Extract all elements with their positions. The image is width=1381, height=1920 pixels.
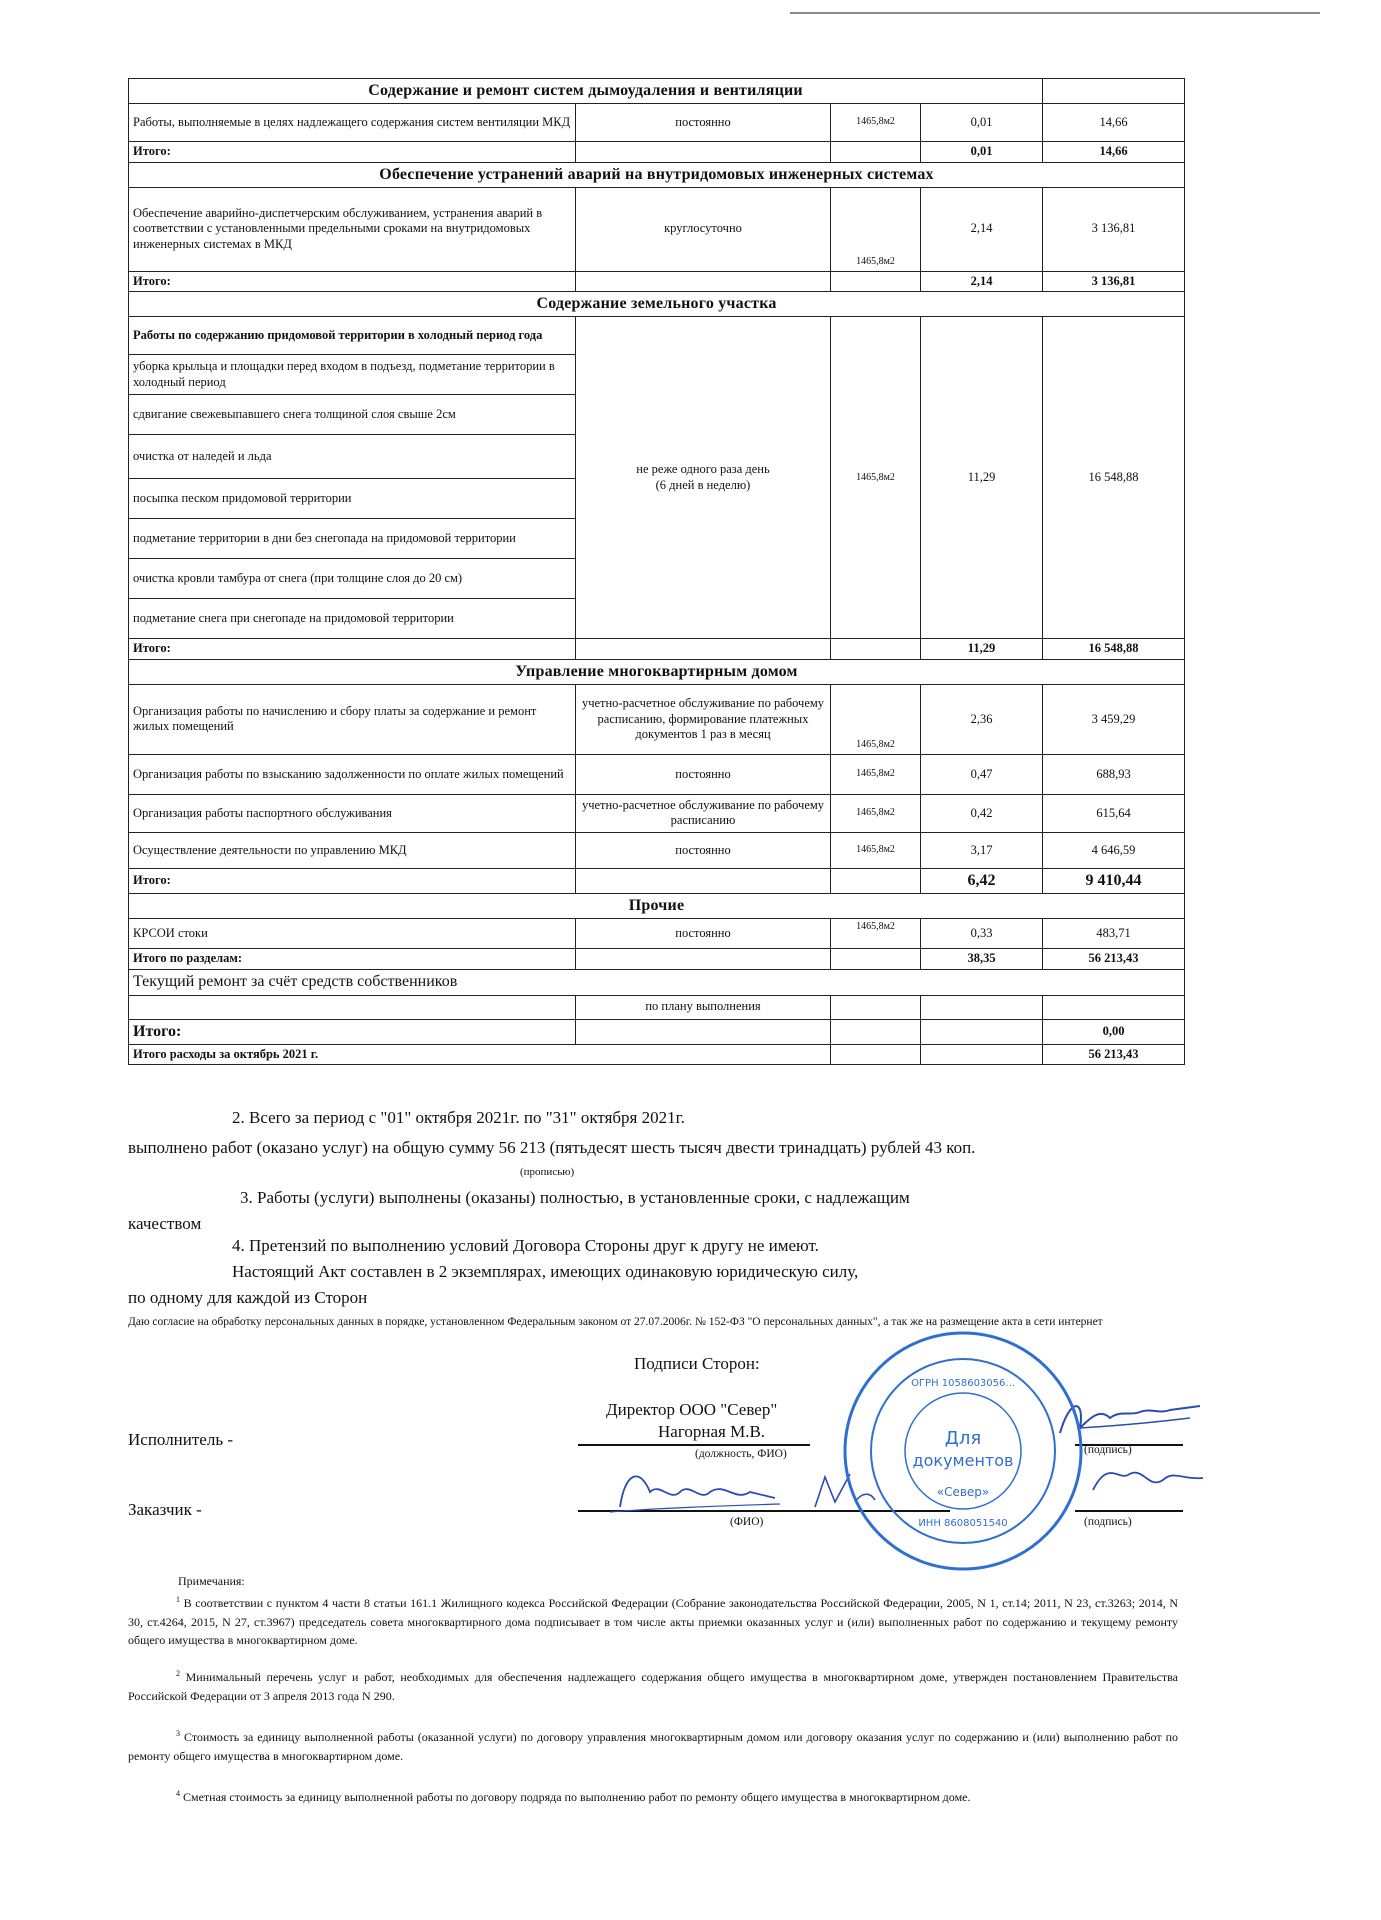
total-label: Итого по разделам: (129, 948, 576, 969)
land-item: подметание территории в дни без снегопада на придомовой территории (129, 519, 576, 559)
note-4 (128, 1788, 1178, 1807)
paragraph-3-continued: качеством (128, 1214, 202, 1233)
land-frequency-line2: (6 дней в неделю) (655, 477, 751, 492)
work-name: Организация работы по начислению и сбору платы за содержание и ремонт жилых помещений (129, 684, 576, 754)
total-rate: 38,35 (921, 948, 1043, 969)
notes-heading: Примечания: (178, 1574, 245, 1588)
table-row (129, 104, 1185, 142)
land-item: посыпка песком придомовой территории (129, 479, 576, 519)
work-sum: 4 646,59 (1043, 832, 1185, 868)
land-item: очистка кровли тамбура от снега (при толщине слоя до 20 см) (129, 559, 576, 599)
land-area: 1465,8м2 (831, 317, 921, 639)
work-frequency: круглосуточно (576, 187, 831, 271)
total-sum: 14,66 (1043, 142, 1185, 163)
total-sum: 16 548,88 (1043, 639, 1185, 660)
executor-signature-caption: (подпись) (1084, 1444, 1132, 1456)
total-label: Итого: (129, 142, 576, 163)
grand-total-row (129, 1044, 1185, 1065)
top-border-line (790, 12, 1320, 14)
executor-position: Директор ООО "Север" (606, 1400, 778, 1419)
total-sum: 0,00 (1043, 1019, 1185, 1044)
executor-name: Нагорная М.В. (658, 1422, 766, 1441)
total-rate: 0,01 (921, 142, 1043, 163)
table-row (129, 754, 1185, 794)
work-rate: 0,01 (921, 104, 1043, 142)
work-area: 1465,8м2 (831, 684, 921, 754)
note-1-text: В соответствии с пунктом 4 части 8 статьи 161.1 Жилищного кодекса Российской Федерации (Собрание законодательства Российской Федерации, 2005, N 1, ст.14; 2011, N 23, ст.3263; 2014, N 30, ст.4264, 2015, N 27, ст.3967) председатель совета многоквартирного дома подписывает в том числе акты приемки оказанных услуг и (или) выполненных работ по содержанию и текущему ремонту общего имущества в многоквартирном доме. (128, 1596, 1179, 1648)
land-frequency-line1: не реже одного раза день (636, 462, 770, 477)
section-title: Содержание и ремонт систем дымоудаления и вентиляции (129, 79, 1043, 104)
land-item: уборка крыльца и площадки перед входом в подъезд, подметание территории в холодный период (129, 355, 576, 395)
land-sum: 16 548,88 (1043, 317, 1185, 639)
work-rate: 3,17 (921, 832, 1043, 868)
position-fio-caption: (должность, ФИО) (695, 1448, 787, 1460)
land-item: очистка от наледей и льда (129, 435, 576, 479)
table-row (129, 832, 1185, 868)
work-name: Работы, выполняемые в целях надлежащего содержания систем вентиляции МКД (129, 104, 576, 142)
total-row (129, 142, 1185, 163)
work-sum: 14,66 (1043, 104, 1185, 142)
work-sum: 483,71 (1043, 918, 1185, 948)
total-row (129, 868, 1185, 893)
total-sum: 9 410,44 (1043, 868, 1185, 893)
section-header-land (129, 292, 1185, 317)
propisyu-caption: (прописью) (520, 1166, 575, 1178)
land-item: сдвигание свежевыпавшего снега толщиной слоя свыше 2см (129, 395, 576, 435)
note-2-mark: 2 (176, 1669, 180, 1678)
work-area: 1465,8м2 (831, 104, 921, 142)
executor-name-line (578, 1444, 810, 1446)
total-label: Итого: (129, 868, 576, 893)
paragraph-5: Настоящий Акт составлен в 2 экземплярах, имеющих одинаковую юридическую силу, (232, 1262, 859, 1281)
customer-signature-caption: (подпись) (1084, 1516, 1132, 1528)
table-row (129, 794, 1185, 832)
personal-data-consent: Даю согласие на обработку персональных данных в порядке, установленном Федеральным законом от 27.07.2006г. № 152-ФЗ "О персональных данных", а так же на размещение акта в сети интернет (128, 1316, 1103, 1328)
section-title: Прочие (129, 893, 1185, 918)
section-header-ventilation (129, 79, 1185, 104)
note-4-mark: 4 (176, 1789, 180, 1798)
customer-handwritten-signature (1088, 1450, 1208, 1510)
note-3 (128, 1728, 1178, 1765)
note-1 (128, 1594, 1178, 1650)
total-row (129, 271, 1185, 292)
note-3-text: Стоимость за единицу выполненной работы (оказанной услуги) по договору управления многоквартирным домом или договору оказания услуг по содержанию и (или) выполнению работ по ремонту общего имущества в многоквартирном доме. (128, 1730, 1179, 1763)
work-sum: 3 136,81 (1043, 187, 1185, 271)
svg-text:документов: документов (912, 1451, 1014, 1470)
paragraph-5-continued: по одному для каждой из Сторон (128, 1288, 368, 1307)
table-row (129, 684, 1185, 754)
total-rate: 2,14 (921, 271, 1043, 292)
work-frequency: постоянно (576, 104, 831, 142)
work-frequency: постоянно (576, 832, 831, 868)
paragraph-2-continued: выполнено работ (оказано услуг) на общую сумму 56 213 (пятьдесят шесть тысяч двести тринадцать) рублей 43 коп. (128, 1138, 976, 1157)
svg-text:ИНН 8608051540: ИНН 8608051540 (918, 1518, 1008, 1529)
work-frequency: учетно-расчетное обслуживание по рабочему расписанию, формирование платежных документов 1 раз в месяц (576, 684, 831, 754)
table-row (129, 187, 1185, 271)
work-rate: 0,33 (921, 918, 1043, 948)
customer-label: Заказчик - (128, 1500, 202, 1519)
paragraph-3: 3. Работы (услуги) выполнены (оказаны) полностью, в установленные сроки, с надлежащим (240, 1188, 910, 1207)
work-name: Осуществление деятельности по управлению МКД (129, 832, 576, 868)
work-rate: 2,36 (921, 684, 1043, 754)
work-frequency: постоянно (576, 754, 831, 794)
note-4-text: Сметная стоимость за единицу выполненной работы по договору подряда по выполнению работ по ремонту общего имущества в многоквартирном доме. (183, 1790, 971, 1804)
note-3-mark: 3 (176, 1729, 180, 1738)
work-frequency: по плану выполнения (576, 995, 831, 1019)
total-sum: 56 213,43 (1043, 1044, 1185, 1065)
table-row (129, 995, 1185, 1019)
work-rate: 2,14 (921, 187, 1043, 271)
note-2 (128, 1668, 1178, 1705)
work-sum: 688,93 (1043, 754, 1185, 794)
work-area: 1465,8м2 (831, 754, 921, 794)
total-label: Итого: (129, 271, 576, 292)
work-sum: 3 459,29 (1043, 684, 1185, 754)
section-title: Управление многоквартирным домом (129, 659, 1185, 684)
company-stamp (838, 1326, 1088, 1576)
work-name: Обеспечение аварийно-диспетчерским обслуживанием, устранения аварий в соответствии с установленными предельными сроками на внутридомовых инженерных системах в МКД (129, 187, 576, 271)
table-row (129, 918, 1185, 948)
work-area: 1465,8м2 (831, 832, 921, 868)
section-header-emergency (129, 162, 1185, 187)
land-item: Работы по содержанию придомовой территории в холодный период года (129, 317, 576, 355)
fio-caption: (ФИО) (730, 1516, 764, 1528)
section-header-other (129, 893, 1185, 918)
signatures-title: Подписи Сторон: (634, 1354, 760, 1373)
total-row (129, 948, 1185, 969)
total-row (129, 1019, 1185, 1044)
work-rate: 0,42 (921, 794, 1043, 832)
work-frequency: учетно-расчетное обслуживание по рабочему расписанию (576, 794, 831, 832)
total-sum: 56 213,43 (1043, 948, 1185, 969)
total-label: Итого: (129, 1019, 576, 1044)
table-row (129, 317, 1185, 355)
work-sum: 615,64 (1043, 794, 1185, 832)
note-1-mark: 1 (176, 1595, 180, 1604)
work-name: КРСОИ стоки (129, 918, 576, 948)
section-title: Содержание земельного участка (129, 292, 1185, 317)
works-table (128, 78, 1185, 1065)
work-area: 1465,8м2 (831, 918, 921, 948)
svg-text:«Север»: «Север» (936, 1485, 990, 1499)
svg-text:ОГРН 1058603056...: ОГРН 1058603056... (911, 1378, 1015, 1389)
land-item: подметание снега при снегопаде на придомовой территории (129, 599, 576, 639)
note-2-text: Минимальный перечень услуг и работ, необходимых для обеспечения надлежащего содержания общего имущества в многоквартирном доме, утвержден постановлением Правительства Российской Федерации от 3 апреля 2013 года N 290. (128, 1670, 1179, 1703)
total-row (129, 639, 1185, 660)
section-title: Текущий ремонт за счёт средств собственников (129, 969, 1185, 995)
total-rate: 6,42 (921, 868, 1043, 893)
total-label: Итого: (129, 639, 576, 660)
svg-text:Для: Для (944, 1428, 982, 1449)
work-frequency: постоянно (576, 918, 831, 948)
paragraph-4: 4. Претензий по выполнению условий Договора Стороны друг к другу не имеют. (232, 1236, 819, 1255)
section-header-management (129, 659, 1185, 684)
paragraph-2: 2. Всего за период с "01" октября 2021г. по "31" октября 2021г. (232, 1108, 685, 1127)
total-sum: 3 136,81 (1043, 271, 1185, 292)
land-frequency (576, 317, 831, 639)
work-area: 1465,8м2 (831, 187, 921, 271)
total-rate: 11,29 (921, 639, 1043, 660)
work-rate: 0,47 (921, 754, 1043, 794)
work-name: Организация работы по взысканию задолженности по оплате жилых помещений (129, 754, 576, 794)
total-label: Итого расходы за октябрь 2021 г. (129, 1044, 831, 1065)
current-repair-header (129, 969, 1185, 995)
executor-label: Исполнитель - (128, 1430, 233, 1449)
section-title: Обеспечение устранений аварий на внутридомовых инженерных системах (129, 162, 1185, 187)
work-name: Организация работы паспортного обслуживания (129, 794, 576, 832)
land-rate: 11,29 (921, 317, 1043, 639)
work-area: 1465,8м2 (831, 794, 921, 832)
customer-signature-line (1075, 1510, 1183, 1512)
